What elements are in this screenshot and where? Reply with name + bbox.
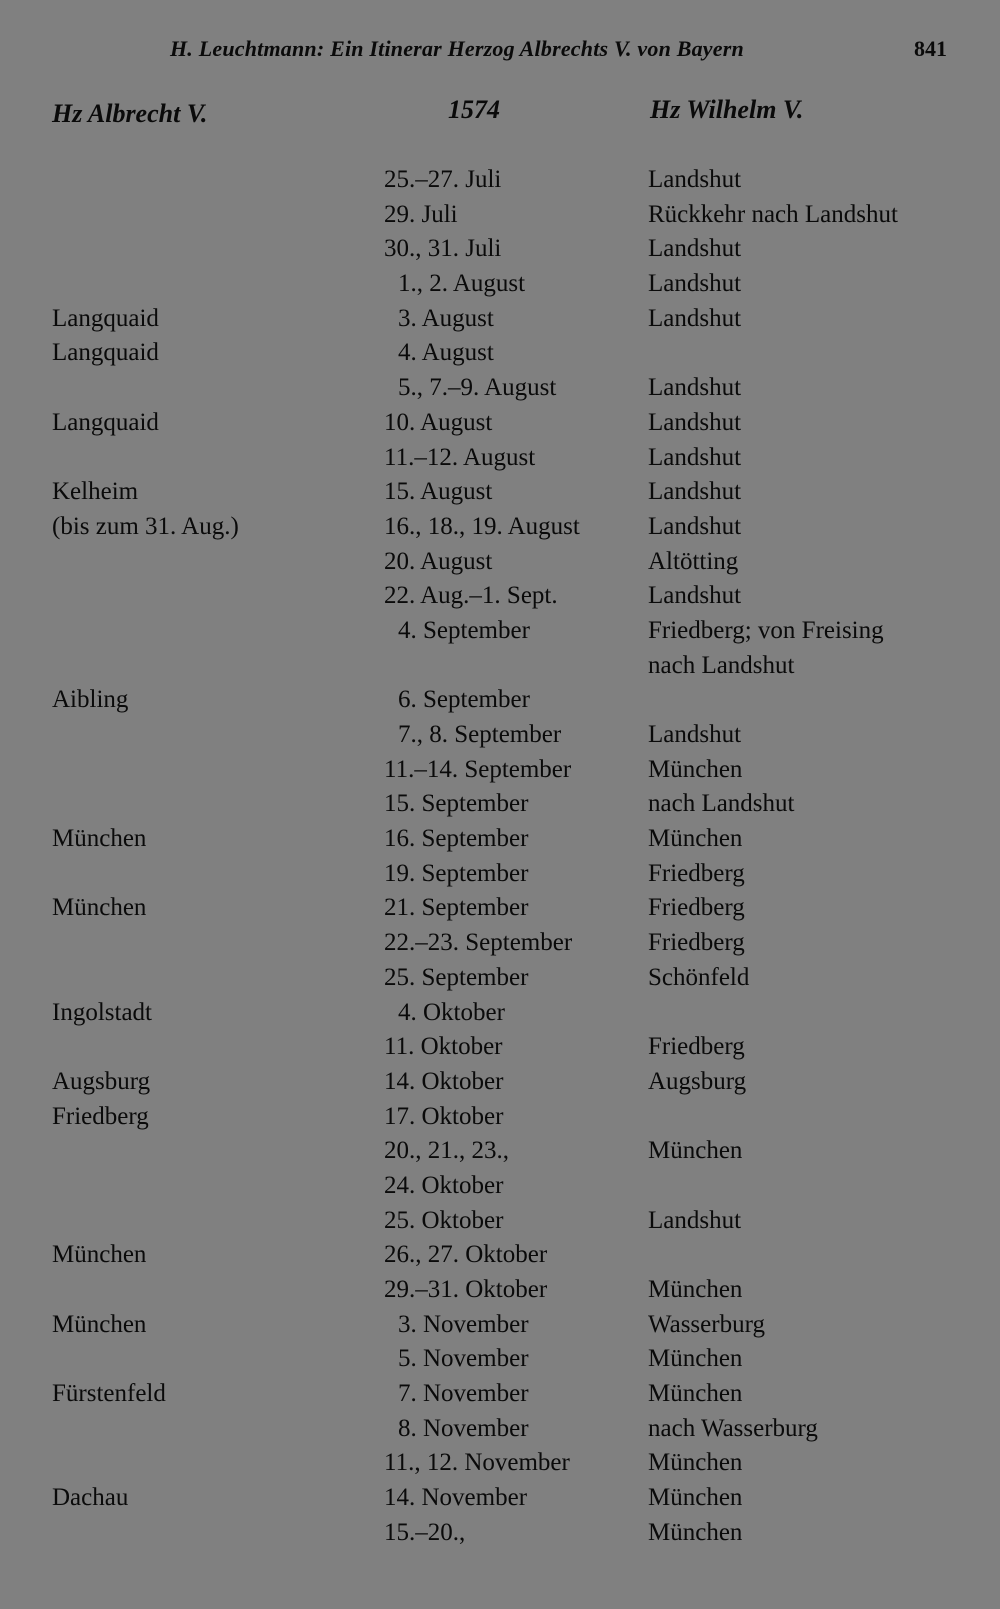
wilhelm-location: Schönfeld — [648, 963, 750, 991]
date-cell: 11.–12. August — [384, 443, 536, 471]
albrecht-location: Augsburg — [52, 1067, 151, 1095]
wilhelm-location: Landshut — [648, 374, 742, 402]
itinerary-row — [0, 510, 1000, 545]
itinerary-row — [0, 1446, 1000, 1481]
date-cell: 21. September — [384, 894, 529, 922]
date-cell: 6. September — [398, 686, 530, 714]
wilhelm-location: Landshut — [648, 443, 742, 471]
itinerary-row — [0, 787, 1000, 822]
date-cell: 30., 31. Juli — [384, 235, 502, 263]
wilhelm-location: München — [648, 1137, 743, 1165]
albrecht-location: (bis zum 31. Aug.) — [52, 512, 239, 540]
albrecht-location: Langquaid — [52, 304, 159, 332]
itinerary-row — [0, 545, 1000, 580]
date-cell: 11. Oktober — [384, 1033, 503, 1061]
date-cell: 15.–20., — [384, 1518, 466, 1546]
itinerary-row — [0, 267, 1000, 302]
date-cell: 15. August — [384, 478, 493, 506]
date-cell: 22. Aug.–1. Sept. — [384, 582, 558, 610]
wilhelm-location: Landshut — [648, 478, 742, 506]
itinerary-row — [0, 1134, 1000, 1169]
wilhelm-location: Landshut — [648, 1206, 742, 1234]
date-cell: 17. Oktober — [384, 1102, 504, 1130]
wilhelm-location: München — [648, 1518, 743, 1546]
wilhelm-location: Friedberg; von Freising — [648, 616, 884, 644]
itinerary-row — [0, 996, 1000, 1031]
date-cell: 3. August — [398, 304, 494, 332]
date-cell: 4. August — [398, 339, 494, 367]
wilhelm-location: München — [648, 825, 743, 853]
itinerary-row — [0, 718, 1000, 753]
page-number: 841 — [914, 36, 947, 61]
itinerary-table — [0, 163, 1000, 1551]
running-title: H. Leuchtmann: Ein Itinerar Herzog Albrechts V. von Bayern — [170, 36, 744, 61]
itinerary-row — [0, 891, 1000, 926]
albrecht-location: München — [52, 1241, 147, 1269]
itinerary-row — [0, 406, 1000, 441]
date-cell: 24. Oktober — [384, 1171, 504, 1199]
itinerary-row — [0, 1100, 1000, 1135]
itinerary-row — [0, 1516, 1000, 1551]
albrecht-location: Kelheim — [52, 478, 139, 506]
itinerary-row — [0, 1342, 1000, 1377]
wilhelm-location: Augsburg — [648, 1067, 747, 1095]
wilhelm-location: nach Landshut — [648, 651, 795, 679]
itinerary-row — [0, 753, 1000, 788]
date-cell: 25. September — [384, 963, 529, 991]
itinerary-row — [0, 336, 1000, 371]
date-cell: 14. Oktober — [384, 1067, 504, 1095]
wilhelm-location: Wasserburg — [648, 1310, 765, 1338]
itinerary-row — [0, 1204, 1000, 1239]
itinerary-row — [0, 961, 1000, 996]
date-cell: 8. November — [398, 1414, 529, 1442]
itinerary-row — [0, 441, 1000, 476]
itinerary-row — [0, 1273, 1000, 1308]
wilhelm-location: Landshut — [648, 235, 742, 263]
date-cell: 11.–14. September — [384, 755, 572, 783]
itinerary-row — [0, 1169, 1000, 1204]
date-cell: 22.–23. September — [384, 929, 573, 957]
itinerary-row — [0, 926, 1000, 961]
column-heading-wilhelm: Hz Wilhelm V. — [650, 95, 804, 124]
wilhelm-location: Landshut — [648, 270, 742, 298]
albrecht-location: Fürstenfeld — [52, 1380, 166, 1408]
itinerary-row — [0, 198, 1000, 233]
date-cell: 20. August — [384, 547, 493, 575]
itinerary-row — [0, 1065, 1000, 1100]
date-cell: 26., 27. Oktober — [384, 1241, 548, 1269]
itinerary-row — [0, 163, 1000, 198]
wilhelm-location: Friedberg — [648, 1033, 745, 1061]
date-cell: 20., 21., 23., — [384, 1137, 509, 1165]
wilhelm-location: Landshut — [648, 408, 742, 436]
itinerary-row — [0, 1412, 1000, 1447]
wilhelm-location: Friedberg — [648, 894, 745, 922]
date-cell: 7. November — [398, 1380, 529, 1408]
date-cell: 25. Oktober — [384, 1206, 504, 1234]
itinerary-row — [0, 1377, 1000, 1412]
albrecht-location: Ingolstadt — [52, 998, 152, 1026]
wilhelm-location: Landshut — [648, 512, 742, 540]
date-cell: 5. November — [398, 1345, 529, 1373]
itinerary-row — [0, 683, 1000, 718]
column-heading-albrecht: Hz Albrecht V. — [52, 99, 208, 128]
itinerary-row — [0, 857, 1000, 892]
date-cell: 4. September — [398, 616, 530, 644]
wilhelm-location: München — [648, 1484, 743, 1512]
albrecht-location: München — [52, 825, 147, 853]
wilhelm-location: Landshut — [648, 721, 742, 748]
wilhelm-location: Landshut — [648, 166, 742, 193]
date-cell: 29. Juli — [384, 200, 458, 228]
date-cell: 19. September — [384, 859, 529, 887]
albrecht-location: München — [52, 894, 147, 922]
date-cell: 16. September — [384, 825, 529, 853]
wilhelm-location: Landshut — [648, 582, 742, 610]
wilhelm-location: München — [648, 1345, 743, 1373]
wilhelm-location: Landshut — [648, 304, 742, 332]
date-cell: 25.–27. Juli — [384, 166, 502, 193]
albrecht-location: Langquaid — [52, 408, 159, 436]
albrecht-location: Langquaid — [52, 339, 159, 367]
albrecht-location: Aibling — [52, 686, 129, 714]
date-cell: 4. Oktober — [398, 998, 505, 1026]
wilhelm-location: München — [648, 1449, 743, 1477]
wilhelm-location: München — [648, 1276, 743, 1303]
itinerary-row — [0, 371, 1000, 406]
wilhelm-location: nach Landshut — [648, 790, 795, 818]
itinerary-row — [0, 232, 1000, 267]
wilhelm-location: München — [648, 755, 743, 783]
wilhelm-location: nach Wasserburg — [648, 1414, 818, 1442]
column-heading-year: 1574 — [448, 95, 500, 124]
date-cell: 15. September — [384, 790, 529, 818]
date-cell: 14. November — [384, 1484, 528, 1512]
wilhelm-location: München — [648, 1380, 743, 1408]
date-cell: 29.–31. Oktober — [384, 1276, 548, 1303]
itinerary-row — [0, 649, 1000, 684]
date-cell: 16., 18., 19. August — [384, 512, 580, 540]
date-cell: 1., 2. August — [398, 270, 526, 298]
itinerary-row — [0, 1030, 1000, 1065]
itinerary-row — [0, 614, 1000, 649]
date-cell: 10. August — [384, 408, 493, 436]
itinerary-row — [0, 475, 1000, 510]
date-cell: 5., 7.–9. August — [398, 374, 557, 402]
itinerary-row — [0, 1308, 1000, 1343]
albrecht-location: Friedberg — [52, 1102, 149, 1130]
itinerary-row — [0, 1238, 1000, 1273]
date-cell: 11., 12. November — [384, 1449, 570, 1477]
albrecht-location: Dachau — [52, 1484, 129, 1512]
itinerary-row — [0, 822, 1000, 857]
wilhelm-location: Friedberg — [648, 859, 745, 887]
itinerary-row — [0, 1481, 1000, 1516]
itinerary-row — [0, 579, 1000, 614]
wilhelm-location: Friedberg — [648, 929, 745, 957]
date-cell: 7., 8. September — [398, 721, 562, 748]
wilhelm-location: Rückkehr nach Landshut — [648, 200, 898, 228]
date-cell: 3. November — [398, 1310, 529, 1338]
albrecht-location: München — [52, 1310, 147, 1338]
wilhelm-location: Altötting — [648, 547, 739, 575]
itinerary-row — [0, 302, 1000, 337]
